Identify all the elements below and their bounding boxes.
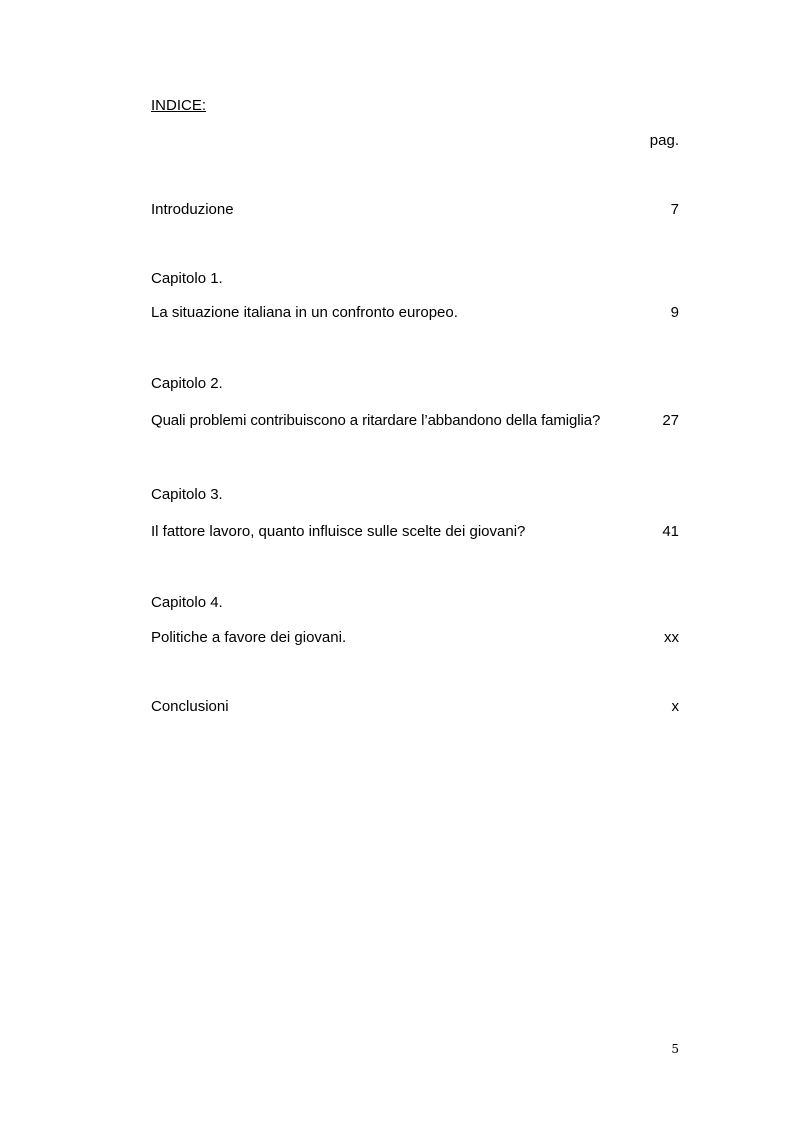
toc-chapter-label: Capitolo 4. xyxy=(151,594,223,611)
toc-entry-title: La situazione italiana in un confronto europeo. xyxy=(151,304,458,321)
toc-chapter-label: Capitolo 1. xyxy=(151,270,223,287)
toc-entry-page: 27 xyxy=(662,412,679,429)
toc-entry-title: Introduzione xyxy=(151,201,234,218)
toc-entry-title: Politiche a favore dei giovani. xyxy=(151,629,347,646)
page-column-label: pag. xyxy=(649,132,679,149)
toc-entry-title: Quali problemi contribuiscono a ritardare l’abbandono della famiglia? xyxy=(151,412,601,429)
index-heading: INDICE: xyxy=(151,97,207,114)
toc-entry-page: 7 xyxy=(670,201,679,218)
toc-chapter-label: Capitolo 3. xyxy=(151,486,223,503)
toc-entry-title: Il fattore lavoro, quanto influisce sulle scelte dei giovani? xyxy=(151,523,526,540)
toc-entry-page: 41 xyxy=(662,523,679,540)
toc-entry-page: 9 xyxy=(670,304,679,321)
toc-entry-page: x xyxy=(671,698,679,715)
page-number: 5 xyxy=(671,1042,679,1056)
toc-entry-title: Conclusioni xyxy=(151,698,229,715)
toc-entry-page: xx xyxy=(664,629,679,646)
toc-chapter-label: Capitolo 2. xyxy=(151,375,223,392)
